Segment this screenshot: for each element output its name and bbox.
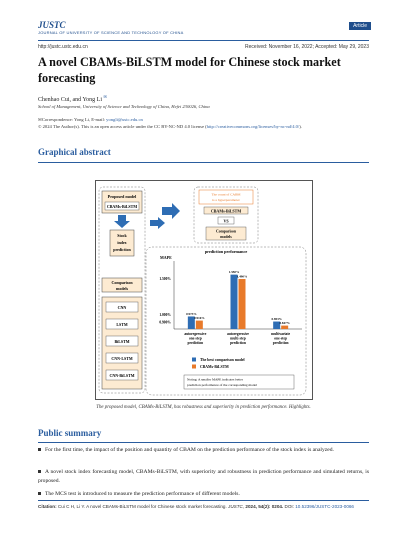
email-link[interactable]: yongli@ustc.edu.cn: [106, 117, 143, 122]
x-category-label: multi-step: [230, 336, 246, 341]
chart-title: prediction performance: [204, 249, 248, 254]
proposed-label: Proposed model: [107, 194, 137, 199]
legend-label: CBAMs-BiLSTM: [200, 365, 229, 369]
figure-caption: The proposed model, CBAMs-BiLSTM, has robustness and superiority in prediction performance. Highlights.: [96, 405, 311, 410]
comparison-label-1: Comparison: [111, 280, 133, 285]
legend-label: The best comparison model: [200, 358, 245, 362]
x-category-label: autoregressive: [226, 332, 250, 336]
comparison-model-label: CNN: [117, 305, 127, 310]
figure-svg: [96, 181, 312, 399]
down-arrow-icon: [114, 215, 130, 228]
authors: [38, 94, 107, 103]
bar-value-label: 1.490%: [236, 274, 248, 279]
y-tick-label: 0.900%: [159, 320, 171, 325]
bar-value-label: 0.903%: [271, 317, 282, 322]
chart-bar: [239, 279, 246, 329]
affiliation: School of Management, University of Science and Technology of China, Hefei 230026, China: [38, 104, 210, 109]
x-category-label: one-step: [188, 336, 202, 341]
bar-value-label: 1.550%: [228, 270, 240, 275]
y-axis-label: MAPE: [160, 255, 172, 260]
correspondence: ✉Correspondence: Yong Li, E-mail: yongli@ustc.edu.cn: [38, 117, 143, 122]
article-type-badge: Article: [349, 22, 371, 30]
right-arrow-icon: [150, 217, 165, 229]
note-line-2: prediction performance of the corresponding model: [187, 383, 257, 387]
note-line-1: Noting: A smaller MAPE indicates better: [187, 377, 243, 382]
summary-bullet-1: For the first time, the impact of the position and quantity of CBAM on the prediction performance of the stock index is analyzed.: [38, 446, 369, 455]
comparison-model-label: LSTM: [116, 322, 128, 327]
comparison-right-1: Comparison: [215, 229, 237, 234]
x-category-label: prediction: [187, 341, 204, 346]
license-link[interactable]: http://creativecommons.org/licenses/by-nc-nd/4.0/: [206, 124, 300, 129]
article-dates: Received: November 16, 2022; Accepted: May 29, 2023: [245, 44, 369, 50]
x-category-label: one-step: [274, 336, 288, 341]
bar-value-label: 0.973%: [186, 311, 197, 316]
chart-bar: [281, 326, 288, 329]
journal-logo: JUSTC JOURNAL OF UNIVERSITY OF SCIENCE AND TECHNOLOGY OF CHINA: [38, 20, 184, 35]
stock-label-3: prediction: [113, 247, 131, 252]
y-tick-label: 1.500%: [159, 276, 171, 281]
summary-bullet-3: The MCS test is introduced to measure the prediction performance of different models.: [38, 490, 369, 499]
footer-rule: [38, 500, 369, 501]
x-category-label: multivariate: [271, 332, 291, 336]
chart-bar: [231, 275, 238, 329]
x-category-label: prediction: [272, 341, 289, 346]
x-category-label: autoregressive: [184, 332, 207, 336]
legend-swatch: [192, 365, 196, 369]
cbams-right-label: CBAMs-BiLSTM: [210, 208, 242, 214]
mape-bar-chart: [159, 249, 302, 389]
hyper-text-2: is a hyperparameter: [212, 198, 240, 202]
bar-value-label: 0.847%: [279, 321, 290, 326]
graphical-abstract-heading: Graphical abstract: [38, 147, 111, 157]
y-tick-label: 1.000%: [159, 313, 171, 317]
vs-label: VS: [223, 218, 229, 224]
legend-swatch: [192, 358, 196, 362]
comparison-model-label: CNN-BiLSTM: [109, 373, 135, 378]
summary-bullet-2: A novel stock index forecasting model, CBAMs-BiLSTM, with superiority and robustness in prediction performance and simulated returns, is proposed.: [38, 469, 369, 484]
section-rule-2: [38, 442, 369, 443]
cbams-left-label: CBAMs-BiLSTM: [106, 204, 138, 209]
journal-url[interactable]: http://justc.ustc.edu.cn: [38, 44, 88, 50]
article-title: A novel CBAMs-BiLSTM model for Chinese stock market forecasting: [38, 55, 341, 85]
mail-icon[interactable]: ✉: [103, 94, 107, 99]
comparison-label-2: models: [116, 286, 128, 291]
comparison-model-label: CNN-LSTM: [111, 356, 133, 361]
stock-label-1: Stock: [117, 233, 127, 238]
comparison-right-2: models: [220, 235, 232, 239]
chart-bar: [196, 321, 203, 329]
bar-value-label: 0.916%: [194, 316, 205, 321]
bullet-icon: [38, 470, 41, 473]
graphical-abstract-figure: [95, 180, 313, 400]
x-category-label: prediction: [230, 341, 246, 346]
bullet-icon: [38, 448, 41, 451]
doi-link[interactable]: 10.52396/JUSTC-2023-0066: [295, 504, 354, 509]
hyper-text-1: The count of CABM: [211, 192, 241, 197]
comparison-model-label: BiLSTM: [114, 339, 130, 344]
citation: Citation: Cui C H, Li Y. A novel CBAMs-BiLSTM model for Chinese stock market forecasting. JUSTC, 2024, 54(2): 0204. DOI: 10.52396/JUSTC-2023-0066: [38, 504, 354, 509]
section-rule: [38, 162, 369, 163]
public-summary-heading: Public summary: [38, 428, 102, 438]
stock-label-2: index: [117, 240, 127, 245]
license: © 2024 The Author(s). This is an open access article under the CC BY-NC-ND 4.0 license (http://creativecommons.org/licenses/by-nc-nd/4.0/).: [38, 124, 302, 129]
header-rule: [38, 40, 369, 41]
author-names: Chenhao Cui, and Yong Li: [38, 97, 103, 103]
diag-arrow-icon: [162, 203, 180, 219]
bullet-icon: [38, 492, 41, 495]
